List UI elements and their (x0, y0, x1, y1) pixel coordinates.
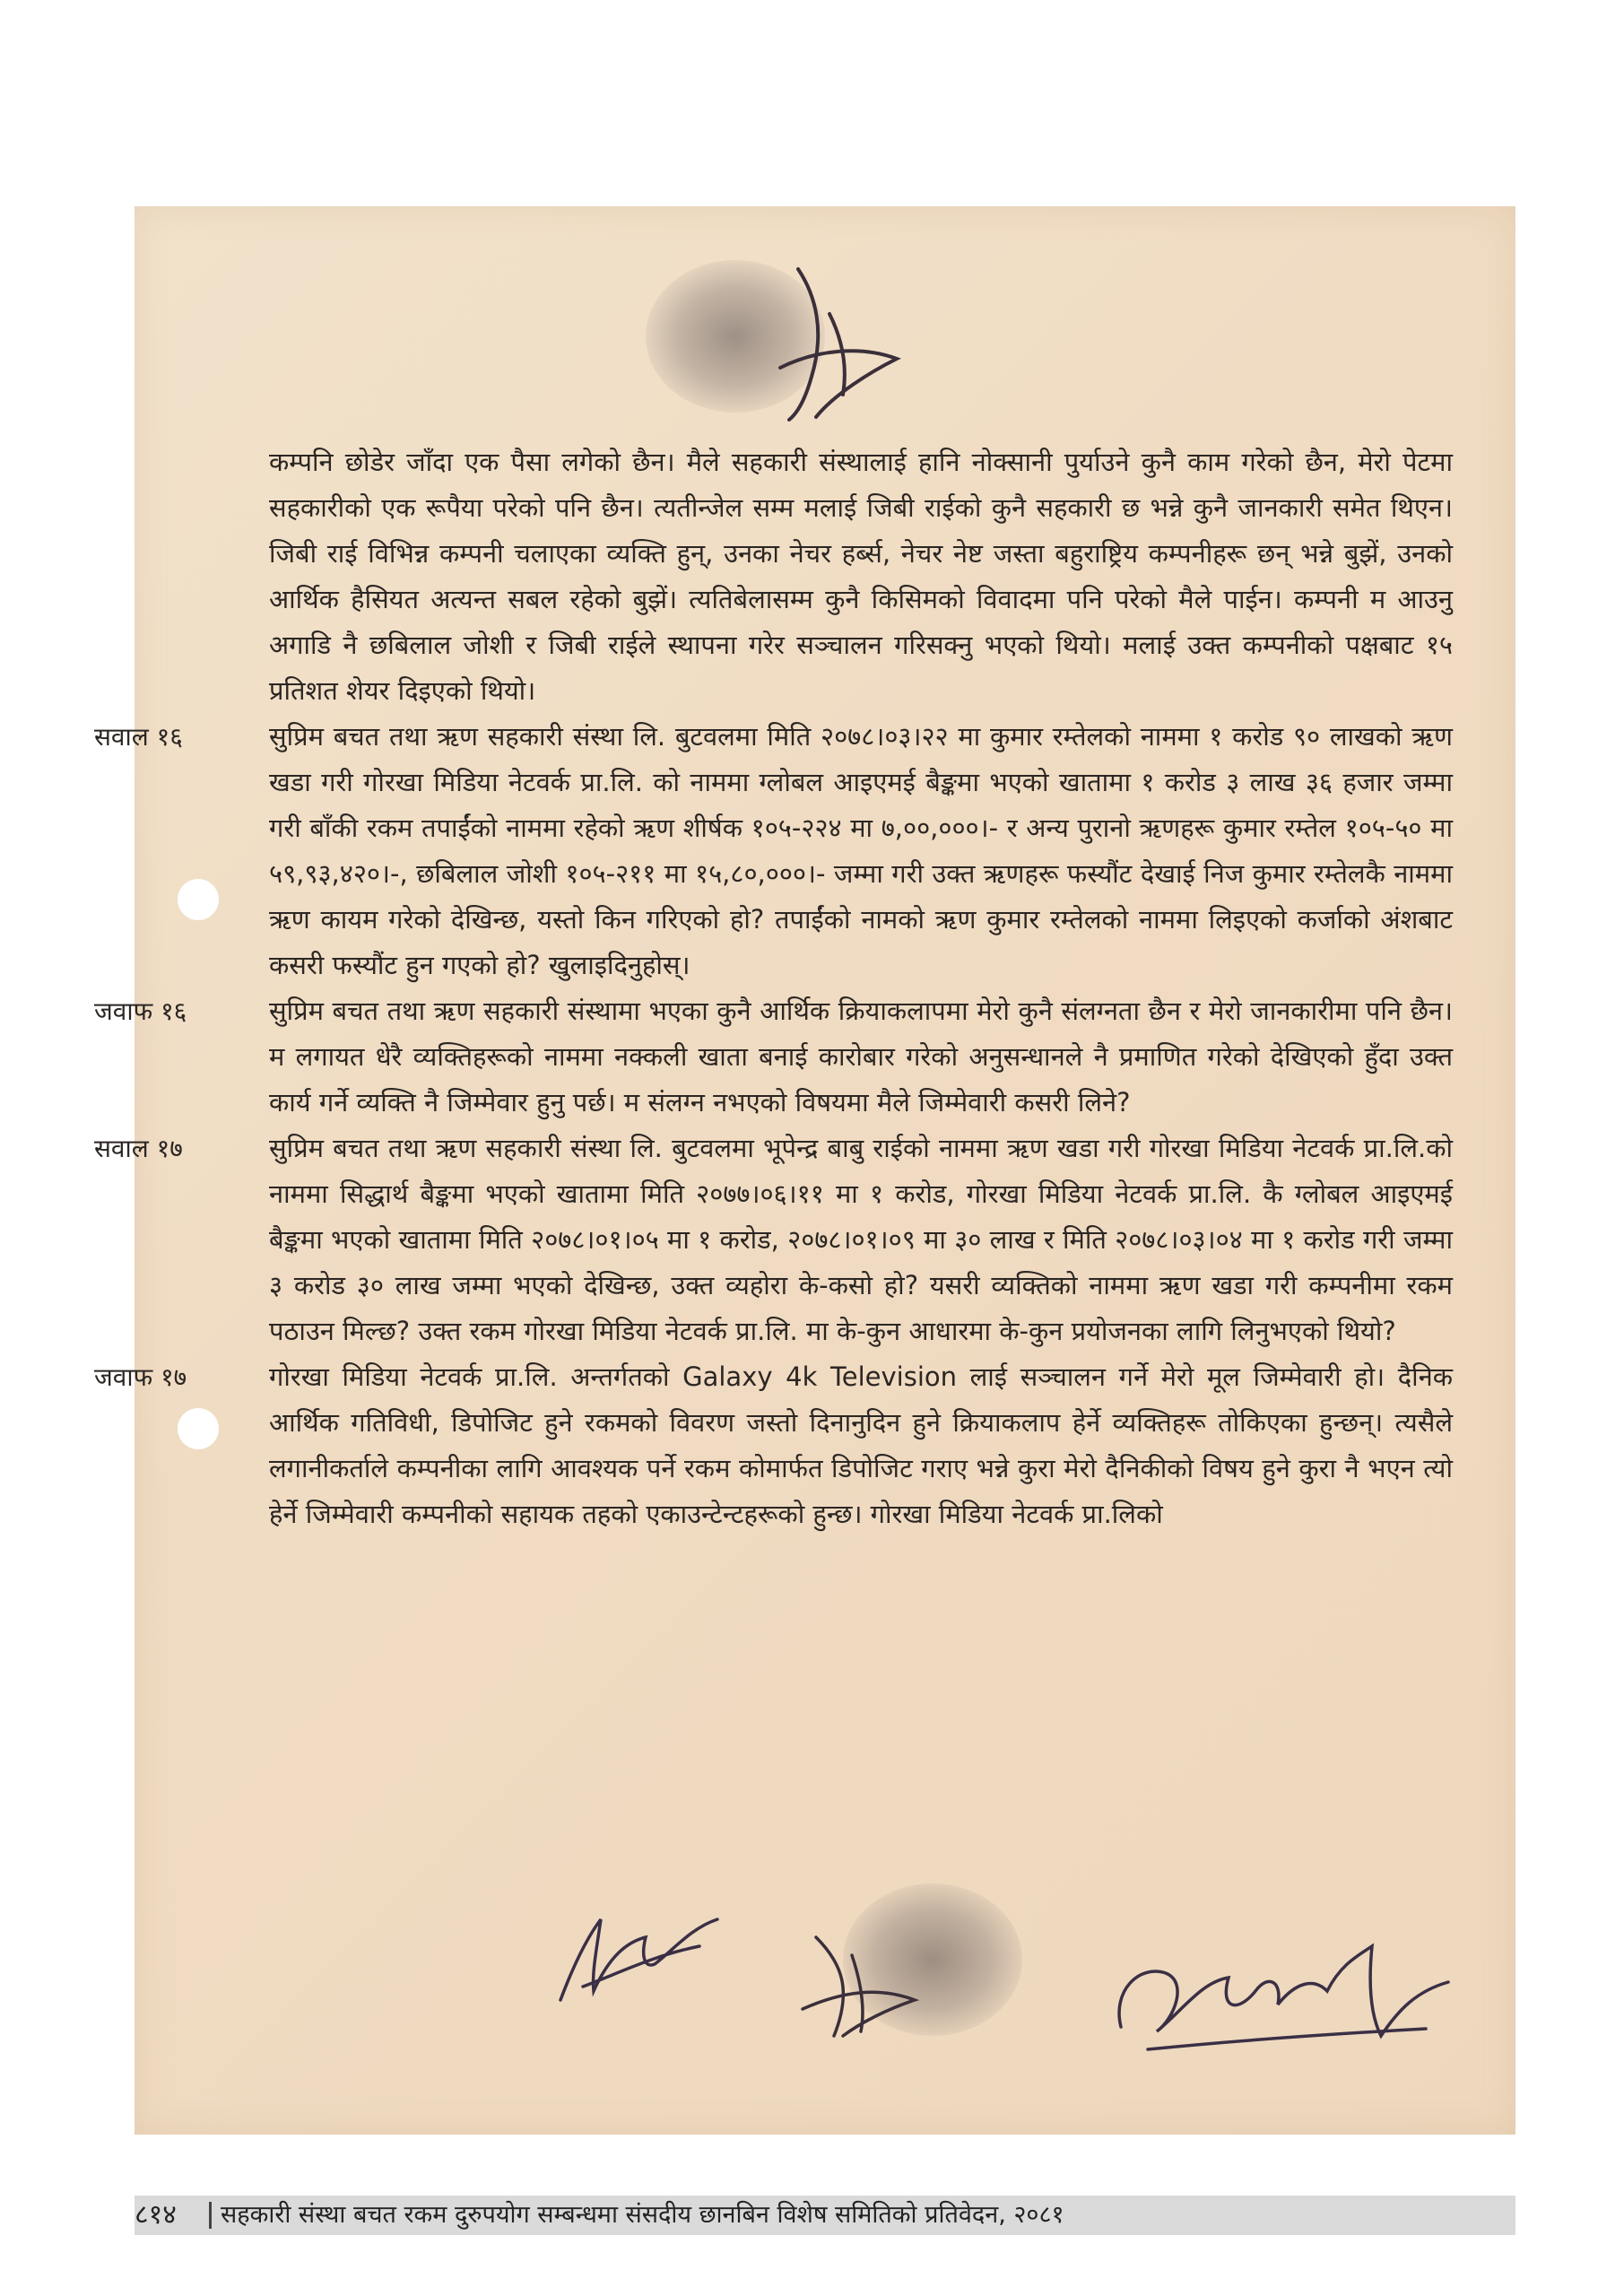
question-16 (94, 714, 1453, 988)
page-number: ८१४ (135, 2199, 177, 2231)
answer-text: गोरखा मिडिया नेटवर्क प्रा.लि. अन्तर्गतको Galaxy 4k Television लाई सञ्चालन गर्ने मेरो मूल जिम्मेवारी हो। दैनिक आर्थिक गतिविधी, डिपोजिट हुने रकमको विवरण जस्तो दिनानुदिन हुने क्रियाकलाप हेर्ने व्यक्तिहरू तोकिएका हुन्छन्। त्यसैले लगानीकर्ताले कम्पनीका लागि आवश्यक पर्ने रकम कोमार्फत डिपोजिट गराए भन्ने कुरा मेरो दैनिकीको विषय हुने कुरा नै भएन त्यो हेर्ने जिम्मेवारी कम्पनीको सहायक तहको एकाउन्टेन्टहरूको हुन्छ। गोरखा मिडिया नेटवर्क प्रा.लिको (269, 1361, 1453, 1529)
punch-hole (178, 879, 219, 920)
answer-text: सुप्रिम बचत तथा ऋण सहकारी संस्थामा भएका कुनै आर्थिक क्रियाकलापमा मेरो कुनै संलग्नता छैन र मेरो जानकारीमा पनि छैन। म लगायत धेरै व्यक्तिहरूको नाममा नक्कली खाता बनाई कारोबार गरेको अनुसन्धानले नै प्रमाणित गरेको देखिएको हुँदा उक्त कार्य गर्ने व्यक्ति नै जिम्मेवार हुनु पर्छ। म संलग्न नभएको विषयमा मैले जिम्मेवारी कसरी लिने? (269, 996, 1453, 1118)
report-title: सहकारी संस्था बचत रकम दुरुपयोग सम्बन्धमा संसदीय छानबिन विशेष समितिको प्रतिवेदन, २०८१ (221, 2201, 1064, 2229)
answer-label: जवाफ १७ (94, 1362, 187, 1392)
answer-16 (94, 988, 1453, 1126)
signature-right (1103, 1928, 1453, 2063)
question-label: सवाल १६ (94, 722, 183, 752)
question-17 (94, 1126, 1453, 1354)
signature-center (789, 1919, 933, 2045)
footer-divider (209, 2202, 212, 2229)
answer-continuation: कम्पनि छोडेर जाँदा एक पैसा लगेको छैन। मैले सहकारी संस्थालाई हानि नोक्सानी पुर्याउने कुनै काम गरेको छैन, मेरो पेटमा सहकारीको एक रूपैया परेको पनि छैन। त्यतीन्जेल सम्म मलाई जिबी राईको कुनै सहकारी छ भन्ने कुनै जानकारी समेत थिएन। जिबी राई विभिन्न कम्पनी चलाएका व्यक्ति हुन्, उनका नेचर हर्ब्स, नेचर नेष्ट जस्ता बहुराष्ट्रिय कम्पनीहरू छन् भन्ने बुझें, उनको आर्थिक हैसियत अत्यन्त सबल रहेको बुझें। त्यतिबेलासम्म कुनै किसिमको विवादमा पनि परेको मैले पाईन। कम्पनी म आउनु अगाडि नै छबिलाल जोशी र जिबी राईले स्थापना गरेर सञ्चालन गरिसक्नु भएको थियो। मलाई उक्त कम्पनीको पक्षबाट १५ प्रतिशत शेयर दिइएको थियो। (269, 447, 1453, 706)
signature-left (547, 1901, 726, 2009)
question-text: सुप्रिम बचत तथा ऋण सहकारी संस्था लि. बुटवलमा भूपेन्द्र बाबु राईको नाममा ऋण खडा गरी गोरखा मिडिया नेटवर्क प्रा.लि.को नाममा सिद्धार्थ बैङ्कमा भएको खातामा मिति २०७७।०६।११ मा १ करोड, गोरखा मिडिया नेटवर्क प्रा.लि. कै ग्लोबल आइएमई बैङ्कमा भएको खातामा मिति २०७८।०१।०५ मा १ करोड, २०७८।०१।०९ मा ३० लाख र मिति २०७८।०३।०४ मा १ करोड गरी जम्मा ३ करोड ३० लाख जम्मा भएको देखिन्छ, उक्त व्यहोरा के-कसो हो? यसरी व्यक्तिको नाममा ऋण खडा गरी कम्पनीमा रकम पठाउन मिल्छ? उक्त रकम गोरखा मिडिया नेटवर्क प्रा.लि. मा के-कुन आधारमा के-कुन प्रयोजनका लागि लिनुभएको थियो? (269, 1133, 1453, 1346)
question-text: सुप्रिम बचत तथा ऋण सहकारी संस्था लि. बुटवलमा मिति २०७८।०३।२२ मा कुमार रम्तेलको नाममा १ करोड ९० लाखको ऋण खडा गरी गोरखा मिडिया नेटवर्क प्रा.लि. को नाममा ग्लोबल आइएमई बैङ्कमा भएको खातामा १ करोड ३ लाख ३६ हजार जम्मा गरी बाँकी रकम तपाईंको नाममा रहेको ऋण शीर्षक १०५-२२४ मा ७,००,०००।- र अन्य पुरानो ऋणहरू कुमार रम्तेल १०५-५० मा ५९,९३,४२०।-, छबिलाल जोशी १०५-२११ मा १५,८०,०००।- जम्मा गरी उक्त ऋणहरू फस्यौंट देखाई निज कुमार रम्तेलकै नाममा ऋण कायम गरेको देखिन्छ, यस्तो किन गरिएको हो? तपाईंको नामको ऋण कुमार रम्तेलको नाममा लिइएको कर्जाको अंशबाट कसरी फस्यौंट हुन गएको हो? खुलाइदिनुहोस्। (269, 721, 1453, 980)
punch-hole (178, 1408, 219, 1449)
document-body (94, 439, 1453, 1537)
answer-label: जवाफ १६ (94, 996, 187, 1026)
answer-17 (94, 1354, 1453, 1537)
question-label: सवाल १७ (94, 1134, 183, 1163)
signature-top (762, 260, 906, 430)
